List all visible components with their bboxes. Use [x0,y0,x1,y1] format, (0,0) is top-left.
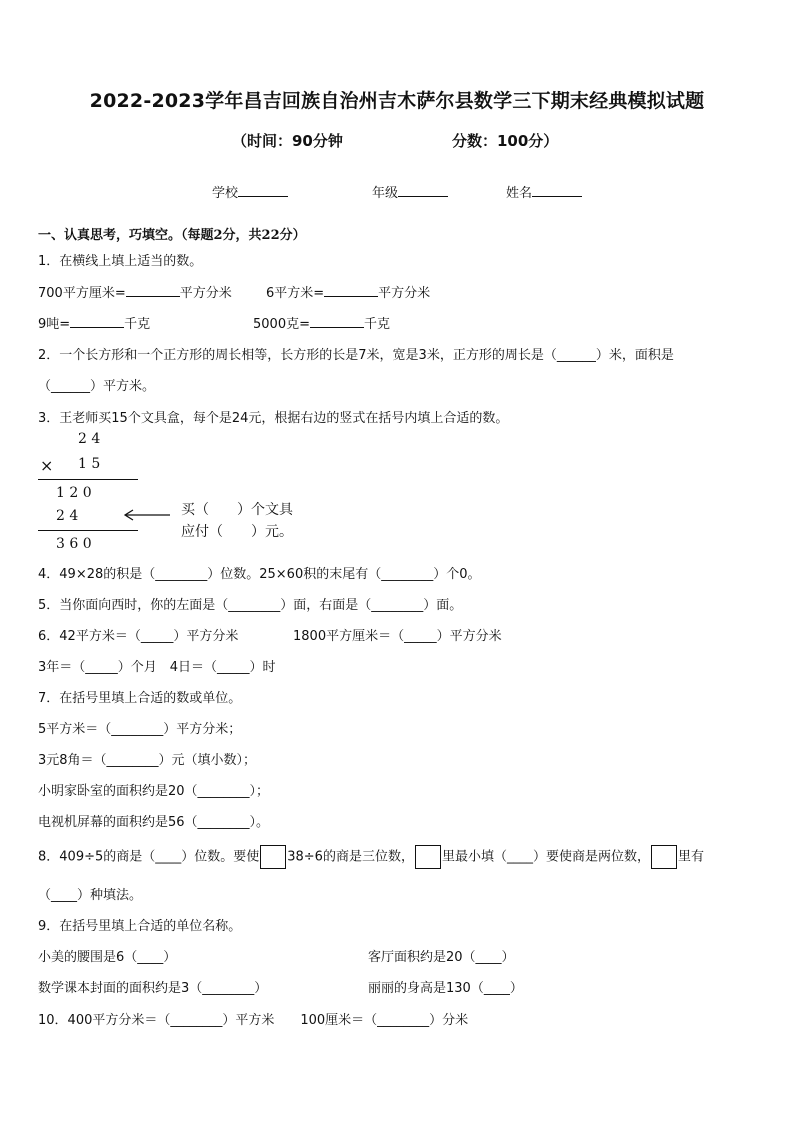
q7-item-a: 5平方米＝（________）平方分米； [38,722,242,737]
q4-text: 4．49×28的积是（________）位数。25×60积的末尾有（________）个0。 [38,567,481,582]
q6-item-a: 6．42平方米＝（_____）平方分米 [38,629,239,644]
q3-mul-line-2 [38,530,138,531]
q1-stem: 1．在横线上填上适当的数。 [38,254,203,269]
q1-c-blank[interactable] [70,315,124,328]
q8-part3: 里最小填（____）要使商是两位数， [441,849,650,865]
q1-c-post: 千克 [124,317,151,332]
q7-item-b: 3元8角＝（________）元（填小数）； [38,753,257,768]
q3-mul-row2: 1 5 [78,456,101,472]
q8-part2: 38÷6的商是三位数， [287,849,414,865]
q1-item-b [266,282,430,301]
grade-label: 年级 [372,186,399,201]
q3-mul-row4: 2 4 [56,508,79,524]
q9-stem: 9．在括号里填上合适的单位名称。 [38,919,242,934]
school-label: 学校 [212,186,239,201]
name-label: 姓名 [506,186,533,201]
q1-item-d [253,313,390,332]
name-blank[interactable] [532,184,582,197]
q2-line2: （______）平方米。 [38,379,156,394]
q5-text: 5．当你面向西时，你的左面是（________）面，右面是（________）面。 [38,598,463,613]
arrow-left-icon [122,508,172,522]
q7-item-c: 小明家卧室的面积约是20（________）； [38,784,270,799]
q9-item-c: 数学课本封面的面积约是3（________） [38,981,268,996]
q7-item-d: 电视机屏幕的面积约是56（________）。 [38,815,270,830]
q9-item-d: 丽丽的身高是130（____） [368,981,523,996]
q1-a-pre: 700平方厘米= [38,286,126,301]
answer-box-3[interactable] [651,845,677,869]
q3-mul-row1: 2 4 [78,431,101,447]
q6-item-c: 3年＝（_____）个月 4日＝（_____）时 [38,660,276,675]
q8-part1: 8．409÷5的商是（____）位数。要使 [38,849,260,865]
grade-field [372,182,448,201]
answer-box-1[interactable] [260,845,286,869]
q2-line1: 2．一个长方形和一个正方形的周长相等，长方形的长是7米，宽是3米，正方形的周长是（______）米，面积是 [38,348,674,363]
q1-d-blank[interactable] [310,315,364,328]
q8-line1 [38,845,704,869]
times-symbol: × [40,456,54,475]
q3-stem: 3．王老师买15个文具盒，每个是24元，根据右边的竖式在括号内填上合适的数。 [38,411,509,426]
q3-note1: 买（ ）个文具 [181,502,293,518]
q1-b-blank[interactable] [324,284,378,297]
q1-item-a [38,282,232,301]
q8-line2: （____）种填法。 [38,888,143,903]
q3-mul-row5: 3 6 0 [56,536,92,552]
q1-a-blank[interactable] [126,284,180,297]
school-field [212,182,288,201]
q1-d-post: 千克 [363,317,390,332]
q9-item-a: 小美的腰围是6（____） [38,950,177,965]
q9-item-b: 客厅面积约是20（____） [368,950,515,965]
q6-item-b: 1800平方厘米＝（_____）平方分米 [293,629,502,644]
answer-box-2[interactable] [415,845,441,869]
exam-time: （时间：90分钟 [232,132,343,150]
q1-c-pre: 9吨= [38,317,71,332]
page-title: 2022-2023学年昌吉回族自治州吉木萨尔县数学三下期末经典模拟试题 [89,90,705,112]
section-heading: 一、认真思考，巧填空。（每题2分，共22分） [38,228,306,243]
grade-blank[interactable] [398,184,448,197]
q8-part4: 里有 [677,849,704,865]
school-blank[interactable] [238,184,288,197]
q1-b-pre: 6平方米= [266,286,325,301]
q3-note2: 应付（ ）元。 [181,524,293,540]
q1-d-pre: 5000克= [253,317,310,332]
q3-mul-line-1 [38,479,138,480]
q1-a-post: 平方分米 [179,286,232,301]
q1-item-c [38,313,150,332]
name-field [506,182,582,201]
q10-text: 10．400平方分米＝（________）平方米 100厘米＝（________）分米 [38,1013,469,1028]
exam-score: 分数：100分） [452,132,559,150]
q7-stem: 7．在括号里填上合适的数或单位。 [38,691,242,706]
q3-mul-row3: 1 2 0 [56,485,92,501]
q1-b-post: 平方分米 [378,286,431,301]
